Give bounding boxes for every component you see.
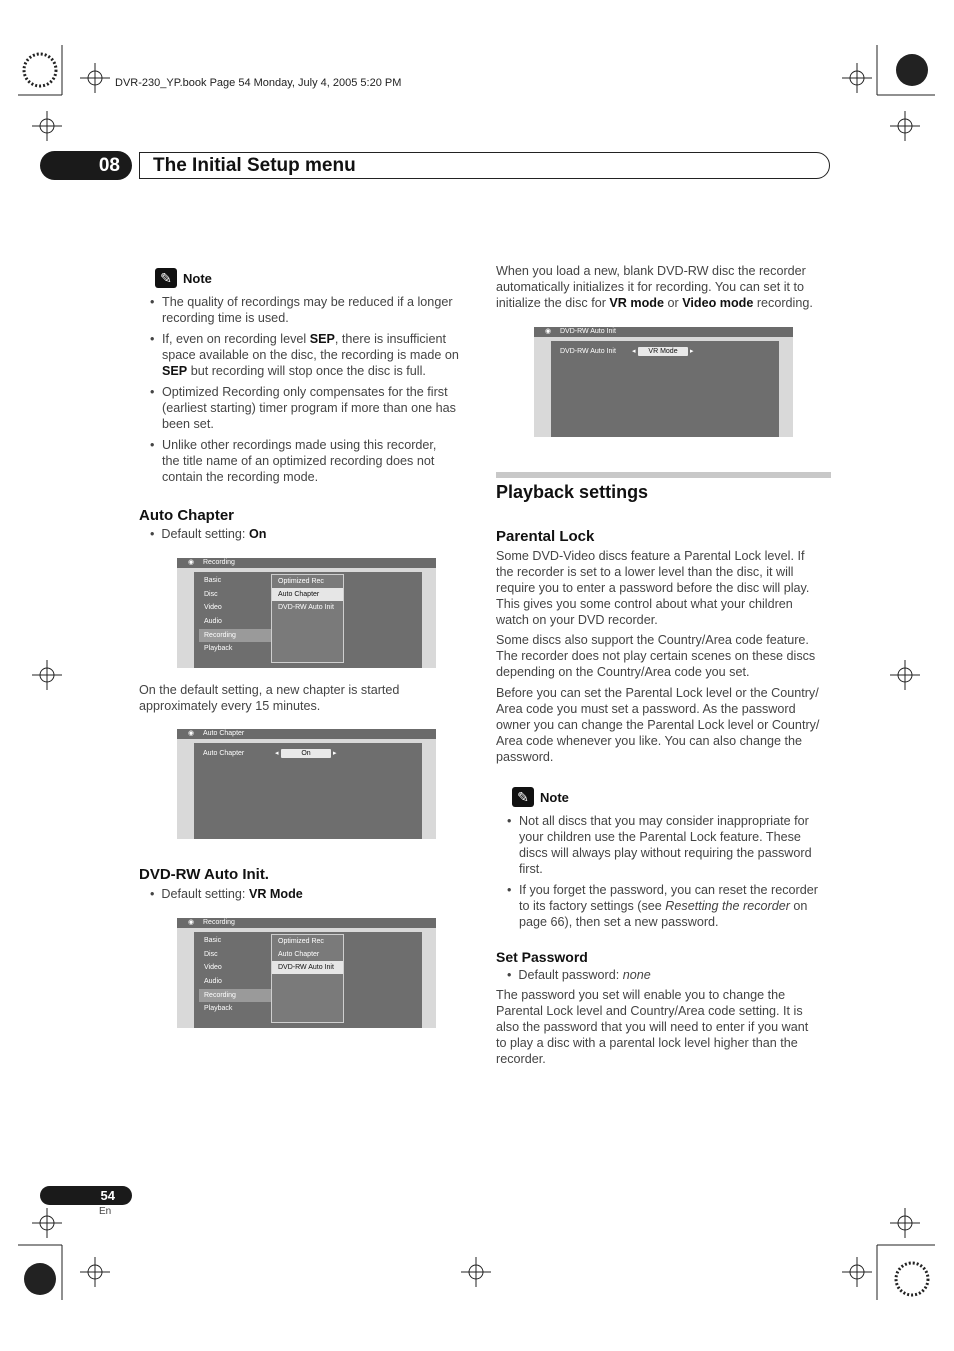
auto-chapter-default: • Default setting: On <box>150 527 267 541</box>
menu-item-basic[interactable]: Basic <box>204 937 222 944</box>
screen-title: Auto Chapter <box>203 730 245 737</box>
list-item: • Optimized Recording only compensates for the first (earliest starting) timer program if more than one has been set. <box>150 384 480 432</box>
page-number: 54 <box>40 1186 132 1205</box>
page-lang: En <box>99 1206 112 1217</box>
menu-item-disc[interactable]: Disc <box>204 590 218 598</box>
disc-icon: ◉ <box>545 328 552 335</box>
parental-p2: Some discs also support the Country/Area code feature. The recorder does not play certain scenes on these discs depending on the Country/Area code you set. <box>496 633 816 679</box>
starburst-icon <box>24 54 928 1295</box>
set-password-body: The password you set will enable you to change the Parental Lock level and Country/Area code setting. It is also the password that you will need to enter if you want to play a disc with a parental lock level higher than the recorder. <box>496 988 809 1066</box>
set-password-heading: Set Password <box>496 949 588 965</box>
arrow-right-icon[interactable]: ▸ <box>690 348 694 355</box>
auto-chapter-body: On the default setting, a new chapter is started approximately every 15 minutes. <box>139 683 400 713</box>
parental-p1: Some DVD-Video discs feature a Parental Lock level. If the recorder is set to a lower level than the disc, it will require you to enter a password before the disc will play. This gives you some control about what your children watch on your DVD recorder. <box>496 549 810 627</box>
arrow-left-icon[interactable]: ◂ <box>632 348 636 355</box>
menu-item-audio[interactable]: Audio <box>204 978 222 986</box>
book-info: DVR-230_YP.book Page 54 Monday, July 4, 2005 5:20 PM <box>115 77 402 89</box>
setting-value[interactable]: VR Mode <box>638 347 688 356</box>
screen-title: DVD-RW Auto Init <box>560 328 616 335</box>
parental-p3: Before you can set the Parental Lock level or the Country/ Area code you must set a password. As the password owner you can change the Parental Lock level or Country/ Area code whenever you like. You can also change the password. <box>496 686 820 764</box>
disc-icon: ◉ <box>188 559 195 566</box>
note-heading-right: ✎ Note <box>512 787 569 807</box>
submenu-auto-chapter[interactable]: Auto Chapter <box>272 588 343 601</box>
crosshair-icon <box>32 63 920 1287</box>
auto-chapter-heading: Auto Chapter <box>139 507 234 524</box>
chapter-title: The Initial Setup menu <box>153 155 356 176</box>
note-heading-left: ✎ Note <box>155 268 212 288</box>
pencil-icon: ✎ <box>155 268 177 288</box>
disc-icon: ◉ <box>188 730 195 737</box>
screen-title: Recording <box>203 919 235 926</box>
list-item: • If, even on recording level SEP, there is insufficient space available on the disc, the recording is made on SEP but recording will stop once the disc is full. <box>150 331 480 379</box>
chapter-number: 08 <box>40 151 132 180</box>
submenu-auto-chapter[interactable]: Auto Chapter <box>278 951 320 958</box>
menu-item-basic[interactable]: Basic <box>204 577 222 584</box>
menu-item-disc[interactable]: Disc <box>204 950 218 958</box>
menu-item-video[interactable]: Video <box>204 604 222 612</box>
menu-item-audio[interactable]: Audio <box>204 618 222 626</box>
submenu-dvdrw-auto-init[interactable]: DVD-RW Auto Init <box>272 961 343 974</box>
disc-icon: ◉ <box>188 919 195 926</box>
set-password-default: • Default password: none <box>507 968 651 982</box>
setting-value[interactable]: On <box>281 749 331 758</box>
list-item: • If you forget the password, you can reset the recorder to its factory settings (see Resetting the recorder on page 66), then set a new password. <box>507 882 837 930</box>
submenu-dvdrw-auto-init[interactable]: DVD-RW Auto Init <box>278 604 334 611</box>
menu-item-playback[interactable]: Playback <box>204 645 233 653</box>
menu-item-playback[interactable]: Playback <box>204 1005 233 1013</box>
dvdrw-default: • Default setting: VR Mode <box>150 887 303 901</box>
dvdrw-intro: When you load a new, blank DVD-RW disc the recorder automatically initializes it for recording. You can set it to initialize the disc for VR mode or Video mode recording. <box>496 264 813 310</box>
arrow-right-icon[interactable]: ▸ <box>333 750 337 757</box>
pencil-icon: ✎ <box>512 787 534 807</box>
menu-item-recording[interactable]: Recording <box>199 629 271 643</box>
dvdrw-heading: DVD-RW Auto Init. <box>139 866 269 883</box>
list-item: • Unlike other recordings made using this recorder, the title name of an optimized recording does not contain the recording mode. <box>150 437 480 485</box>
submenu-optimized-rec[interactable]: Optimized Rec <box>278 578 324 585</box>
list-item: • Not all discs that you may consider inappropriate for your children use the Parental Lock feature. These discs will always play without requiring the password first. <box>507 813 837 877</box>
setting-label: DVD-RW Auto Init <box>560 348 616 355</box>
menu-item-video[interactable]: Video <box>204 964 222 972</box>
list-item: • The quality of recordings may be reduced if a longer recording time is used. <box>150 294 480 326</box>
submenu-optimized-rec[interactable]: Optimized Rec <box>278 938 324 945</box>
menu-item-recording[interactable]: Recording <box>199 989 271 1003</box>
arrow-left-icon[interactable]: ◂ <box>275 750 279 757</box>
parental-lock-heading: Parental Lock <box>496 528 595 545</box>
playback-settings-heading: Playback settings <box>496 482 649 502</box>
screen-title: Recording <box>203 559 235 566</box>
setting-label: Auto Chapter <box>203 750 245 757</box>
